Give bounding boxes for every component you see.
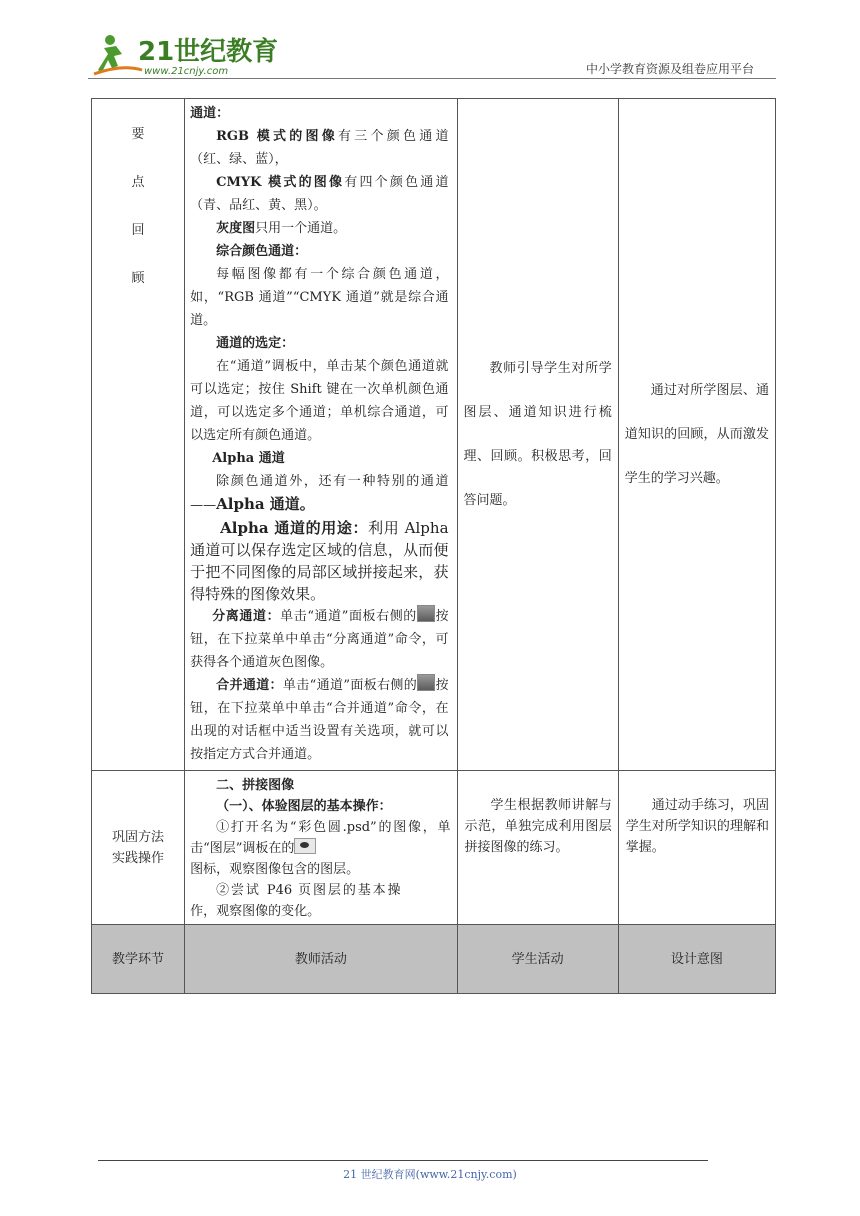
cmyk-paragraph: CMYK 模式的图像有四个颜色通道（青、品红、黄、黑）。: [190, 175, 449, 213]
review-label-cell: [92, 99, 185, 771]
layer-op-heading: （一）、体验图层的基本操作：: [216, 799, 392, 814]
table-header-row: [92, 925, 776, 994]
footer-divider: [98, 1160, 708, 1161]
site-logo[interactable]: [92, 30, 279, 80]
panel-menu-icon: [417, 605, 435, 622]
page-header: [0, 0, 860, 90]
practice-row: [92, 771, 776, 925]
col-student-activity: 学生活动: [457, 925, 618, 994]
review-row: [92, 99, 776, 771]
composite-heading: 综合颜色通道：: [216, 244, 308, 259]
channel-heading: 通道：: [190, 106, 230, 121]
panel-menu-icon: [417, 674, 435, 691]
review-student-activity: 教师引导学生对所学图层、通道知识进行梳理、回顾。积极思考，回答问题。: [457, 99, 618, 771]
svg-text:www.21cnjy.com: www.21cnjy.com: [144, 66, 229, 77]
col-teacher-activity: 教师活动: [185, 925, 457, 994]
split-channel-paragraph: 分离通道：单击“通道”面板右侧的 按钮，在下拉菜单中单击“分离通道”命令，可获得各个通道灰色图像。: [190, 605, 448, 674]
review-label-char: 点: [131, 175, 145, 190]
logo-runner-icon: [92, 30, 279, 80]
review-content-cell: [185, 99, 457, 771]
alpha-heading: Alpha 通道: [212, 451, 285, 466]
select-paragraph: 在“通道”调板中，单击某个颜色通道就可以选定；按住 Shift 键在一次单机颜色通道，可以选定多个通道；单机综合通道，可以选定所有颜色通道。: [190, 359, 449, 443]
platform-name: 中小学教育资源及组卷应用平台: [585, 62, 754, 76]
practice-content-cell: [185, 771, 457, 925]
eye-icon: [294, 838, 316, 854]
lesson-table: [91, 98, 776, 994]
alpha-paragraph: 除颜色通道外，还有一种特别的通道——Alpha 通道。: [190, 474, 449, 513]
merge-channel-paragraph: 合并通道：单击“通道”面板右侧的 按钮，在下拉菜单中单击“合并通道”命令，在出现的对话框中适当设置有关选项，就可以按指定方式合并通道。: [190, 674, 448, 766]
review-label-char: 顾: [131, 271, 145, 286]
practice-label-cell: 巩固方法实践操作: [92, 771, 185, 925]
footer-link[interactable]: 21 世纪教育网(www.21cnjy.com): [343, 1168, 517, 1181]
alpha-usage-paragraph: Alpha 通道的用途：利用 Alpha 通道可以保存选定区域的信息，从而便于把不同图像的局部区域拼接起来，获得特殊的图像效果。: [190, 519, 449, 603]
col-teaching-stage: 教学环节: [92, 925, 185, 994]
header-divider: [88, 78, 776, 79]
splice-heading: 二、拼接图像: [216, 778, 295, 793]
practice-design-intent: 通过动手练习，巩固学生对所学知识的理解和掌握。: [618, 771, 775, 925]
rgb-paragraph: RGB 模式的图像有三个颜色通道（红、绿、蓝），: [190, 129, 449, 167]
step-2: ②尝试 P46 页图层的基本操作，观察图像的变化。: [190, 883, 401, 919]
grayscale-paragraph: 灰度图只用一个通道。: [216, 221, 347, 236]
review-label-char: 要: [131, 127, 145, 142]
select-heading: 通道的选定：: [216, 336, 295, 351]
review-label-char: 回: [131, 223, 145, 238]
step-1: ①打开名为“彩色圆.psd”的图像，单击“图层”调板在的 图标，观察图像包含的图层。: [190, 820, 451, 877]
composite-paragraph: 每幅图像都有一个综合颜色通道，如，“RGB 通道”“CMYK 通道”就是综合通道。: [190, 267, 449, 328]
practice-student-activity: 学生根据教师讲解与示范，单独完成利用图层拼接图像的练习。: [457, 771, 618, 925]
review-design-intent: 通过对所学图层、通道知识的回顾，从而激发学生的学习兴趣。: [618, 99, 775, 771]
svg-text:21世纪教育: 21世纪教育: [138, 37, 279, 67]
col-design-intent: 设计意图: [618, 925, 775, 994]
